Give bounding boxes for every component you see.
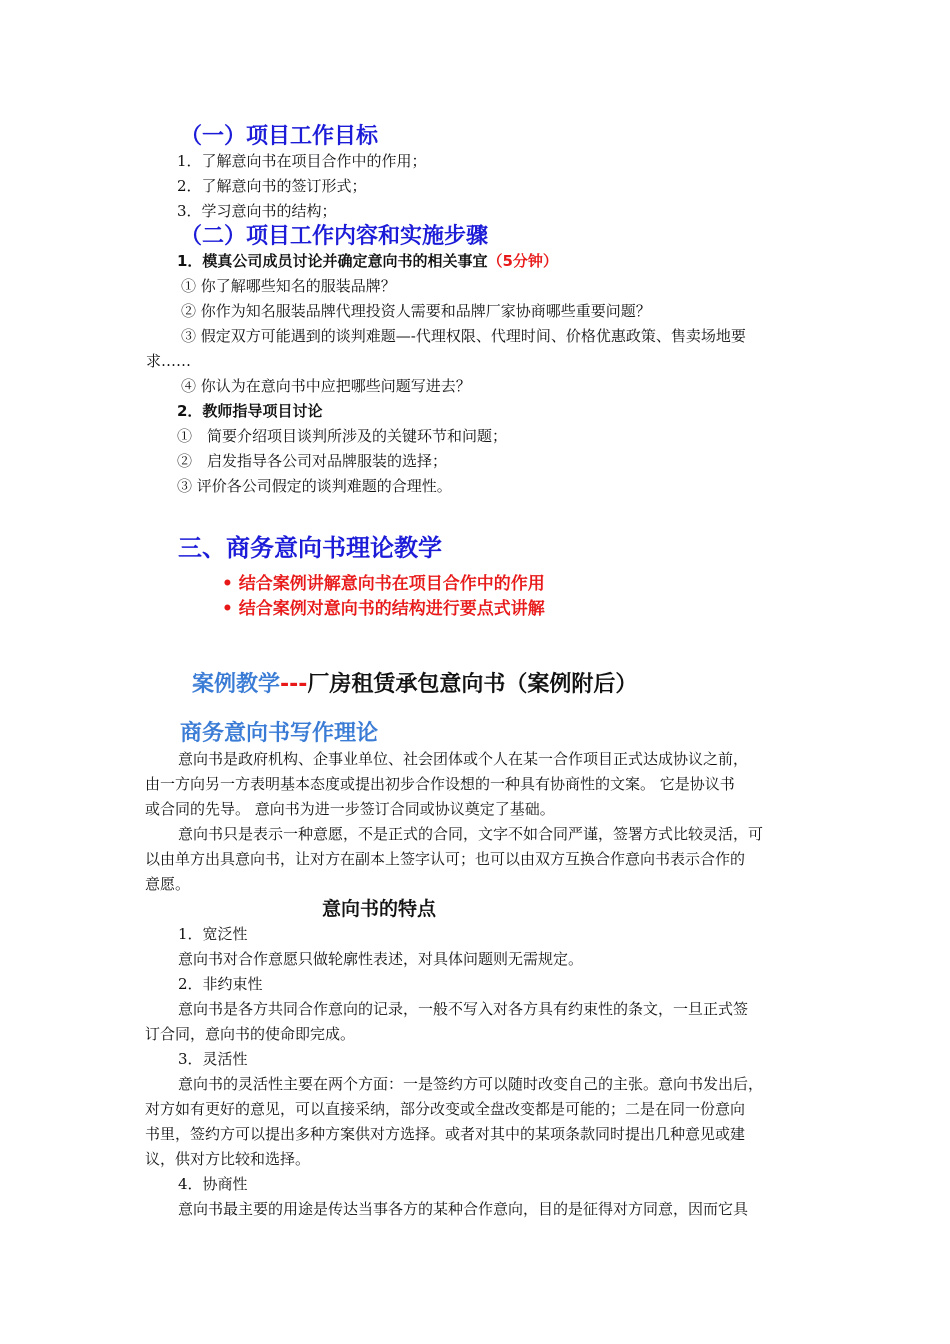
- feature-label: 4．协商性: [178, 1175, 248, 1193]
- theory-paragraph-line: 意向书只是表示一种意愿，不是正式的合同，文字不如合同严谨，签署方式比较灵活，可: [178, 825, 764, 843]
- question-item: ③ 假定双方可能遇到的谈判难题—-代理权限、代理时间、价格优惠政策、售卖场地要: [181, 327, 746, 345]
- guidance-item: ③ 评价各公司假定的谈判难题的合理性。: [177, 477, 452, 495]
- step1-time: （5分钟）: [487, 252, 558, 270]
- theory-paragraph-line: 意向书是政府机构、企事业单位、社会团体或个人在某一合作项目正式达成协议之前，: [178, 750, 749, 768]
- question-item-continuation: 求……: [146, 352, 192, 370]
- theory-heading: 商务意向书写作理论: [180, 721, 379, 746]
- feature-text-line: 意向书最主要的用途是传达当事各方的某种合作意向，目的是征得对方同意，因而它具: [178, 1200, 749, 1218]
- feature-label: 3．灵活性: [178, 1050, 248, 1068]
- question-item: ① 你了解哪些知名的服装品牌？: [181, 277, 396, 295]
- theory-paragraph-line: 以由单方出具意向书，让对方在副本上签字认可；也可以由双方互换合作意向书表示合作的: [145, 850, 746, 868]
- guidance-item: ① 简要介绍项目谈判所涉及的关键环节和问题；: [177, 427, 508, 445]
- goal-item: 3．学习意向书的结构；: [177, 202, 337, 220]
- theory-paragraph-line: 意愿。: [145, 875, 191, 893]
- case-title: 厂房租赁承包意向书（案例附后）: [307, 672, 638, 697]
- case-dash: ---: [280, 672, 308, 697]
- section3-bullet: • 结合案例对意向书的结构进行要点式讲解: [222, 599, 545, 619]
- feature-text-line: 对方如有更好的意见，可以直接采纳，部分改变或全盘改变都是可能的；二是在同一份意向: [145, 1100, 746, 1118]
- step2-heading: 2．教师指导项目讨论: [177, 402, 323, 420]
- question-item: ④ 你认为在意向书中应把哪些问题写进去？: [181, 377, 471, 395]
- section3-heading: 三、商务意向书理论教学: [178, 534, 442, 562]
- features-heading: 意向书的特点: [322, 898, 437, 920]
- case-label: 案例教学: [192, 672, 281, 697]
- feature-label: 1．宽泛性: [178, 925, 248, 943]
- feature-text-line: 意向书是各方共同合作意向的记录，一般不写入对各方具有约束性的条文，一旦正式签: [178, 1000, 749, 1018]
- content-heading: （二）项目工作内容和实施步骤: [180, 224, 489, 249]
- feature-text-line: 意向书的灵活性主要在两个方面：一是签约方可以随时改变自己的主张。意向书发出后，: [178, 1075, 764, 1093]
- step1-label: 1．模真公司成员讨论并确定意向书的相关事宜: [177, 252, 488, 270]
- feature-text-line: 议，供对方比较和选择。: [145, 1150, 311, 1168]
- feature-text-line: 意向书对合作意愿只做轮廓性表述，对具体问题则无需规定。: [178, 950, 584, 968]
- section3-bullet: • 结合案例讲解意向书在项目合作中的作用: [222, 574, 545, 594]
- feature-label: 2．非约束性: [178, 975, 263, 993]
- guidance-item: ② 启发指导各公司对品牌服装的选择；: [177, 452, 448, 470]
- theory-paragraph-line: 或合同的先导。 意向书为进一步签订合同或协议奠定了基础。: [145, 800, 555, 818]
- feature-text-line: 订合同，意向书的使命即完成。: [145, 1025, 356, 1043]
- goal-heading: （一）项目工作目标: [180, 124, 379, 149]
- goal-item: 2．了解意向书的签订形式；: [177, 177, 367, 195]
- goal-item: 1．了解意向书在项目合作中的作用；: [177, 152, 427, 170]
- step1-heading: [177, 251, 558, 271]
- theory-paragraph-line: 由一方向另一方表明基本态度或提出初步合作设想的一种具有协商性的文案。 它是协议书: [145, 775, 735, 793]
- feature-text-line: 书里，签约方可以提出多种方案供对方选择。或者对其中的某项条款同时提出几种意见或建: [145, 1125, 746, 1143]
- question-item: ② 你作为知名服装品牌代理投资人需要和品牌厂家协商哪些重要问题？: [181, 302, 651, 320]
- case-heading: [192, 670, 637, 700]
